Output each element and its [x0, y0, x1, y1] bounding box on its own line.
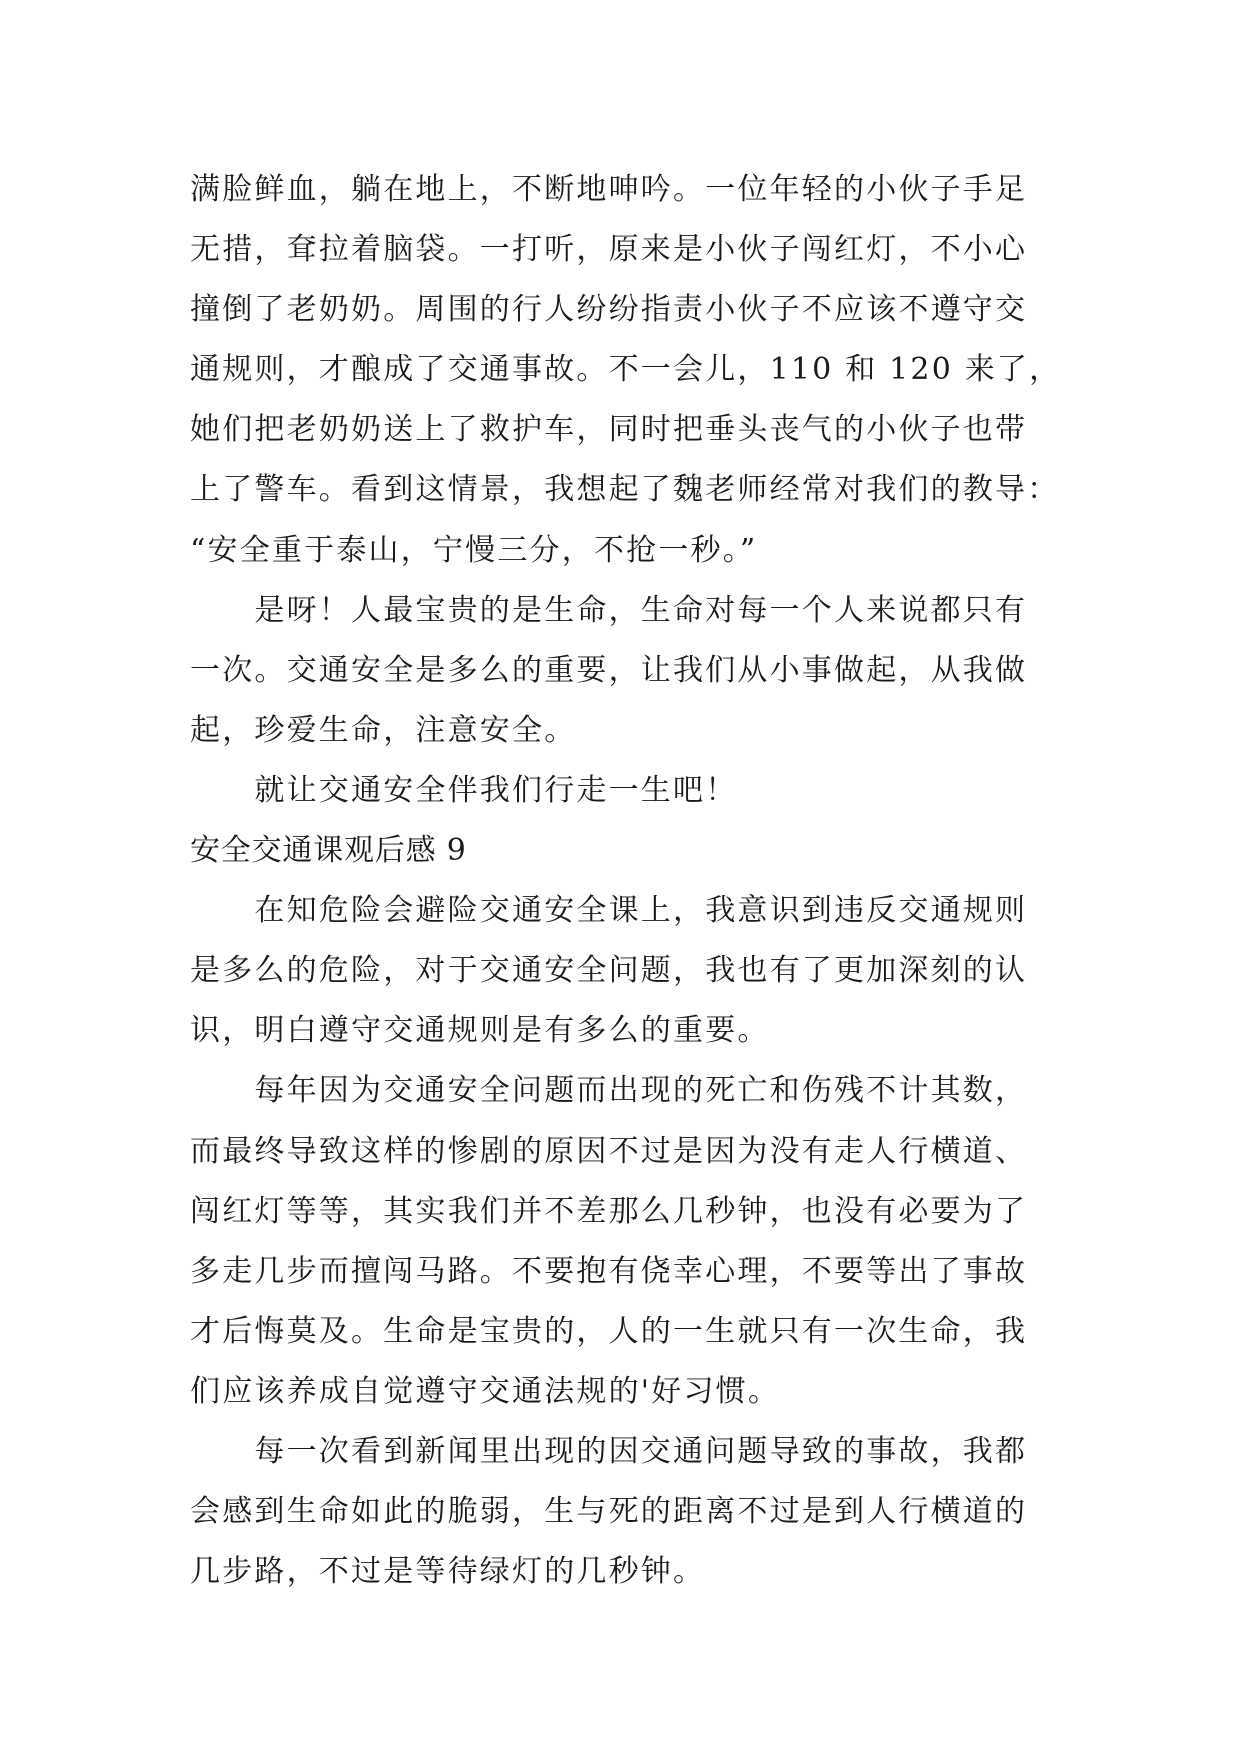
text-line: 无措，耷拉着脑袋。一打听，原来是小伙子闯红灯，不小心 — [190, 232, 1028, 268]
text-line: 一次。交通安全是多么的重要，让我们从小事做起，从我做 — [190, 652, 1028, 688]
text-line: 她们把老奶奶送上了救护车，同时把垂头丧气的小伙子也带 — [190, 412, 1028, 448]
text-line: 通规则，才酿成了交通事故。不一会儿，110 和 120 来了， — [190, 352, 1062, 388]
text-line: 闯红灯等等，其实我们并不差那么几秒钟，也没有必要为了 — [190, 1193, 1028, 1229]
text-line: 每年因为交通安全问题而出现的死亡和伤残不计其数， — [190, 1073, 1028, 1109]
text-line: 几步路，不过是等待绿灯的几秒钟。 — [190, 1554, 706, 1590]
text-line: 起，珍爱生命，注意安全。 — [190, 712, 577, 748]
text-line: 是呀！人最宝贵的是生命，生命对每一个人来说都只有 — [190, 592, 1028, 628]
section-heading: 安全交通课观后感 9 — [190, 833, 467, 869]
text-line: 满脸鲜血，躺在地上，不断地呻吟。一位年轻的小伙子手足 — [190, 172, 1028, 207]
text-line: 上了警车。看到这情景，我想起了魏老师经常对我们的教导： — [190, 472, 1060, 508]
text-line: “安全重于泰山，宁慢三分，不抢一秒。” — [190, 532, 758, 568]
text-line: 而最终导致这样的惨剧的原因不过是因为没有走人行横道、 — [190, 1133, 1028, 1169]
text-line: 识，明白遵守交通规则是有多么的重要。 — [190, 1013, 770, 1049]
text-line: 才后悔莫及。生命是宝贵的，人的一生就只有一次生命，我 — [190, 1313, 1028, 1349]
text-line: 就让交通安全伴我们行走一生吧！ — [190, 772, 738, 808]
text-line: 们应该养成自觉遵守交通法规的'好习惯。 — [190, 1373, 781, 1409]
text-line: 撞倒了老奶奶。周围的行人纷纷指责小伙子不应该不遵守交 — [190, 292, 1028, 328]
text-line: 会感到生命如此的脆弱，生与死的距离不过是到人行横道的 — [190, 1494, 1028, 1530]
text-line: 多走几步而擅闯马路。不要抱有侥幸心理，不要等出了事故 — [190, 1253, 1028, 1289]
body-text — [190, 160, 1070, 1602]
text-line: 每一次看到新闻里出现的因交通问题导致的事故，我都 — [190, 1433, 1028, 1469]
text-line: 在知危险会避险交通安全课上，我意识到违反交通规则 — [190, 893, 1028, 929]
text-line: 是多么的危险，对于交通安全问题，我也有了更加深刻的认 — [190, 953, 1028, 989]
